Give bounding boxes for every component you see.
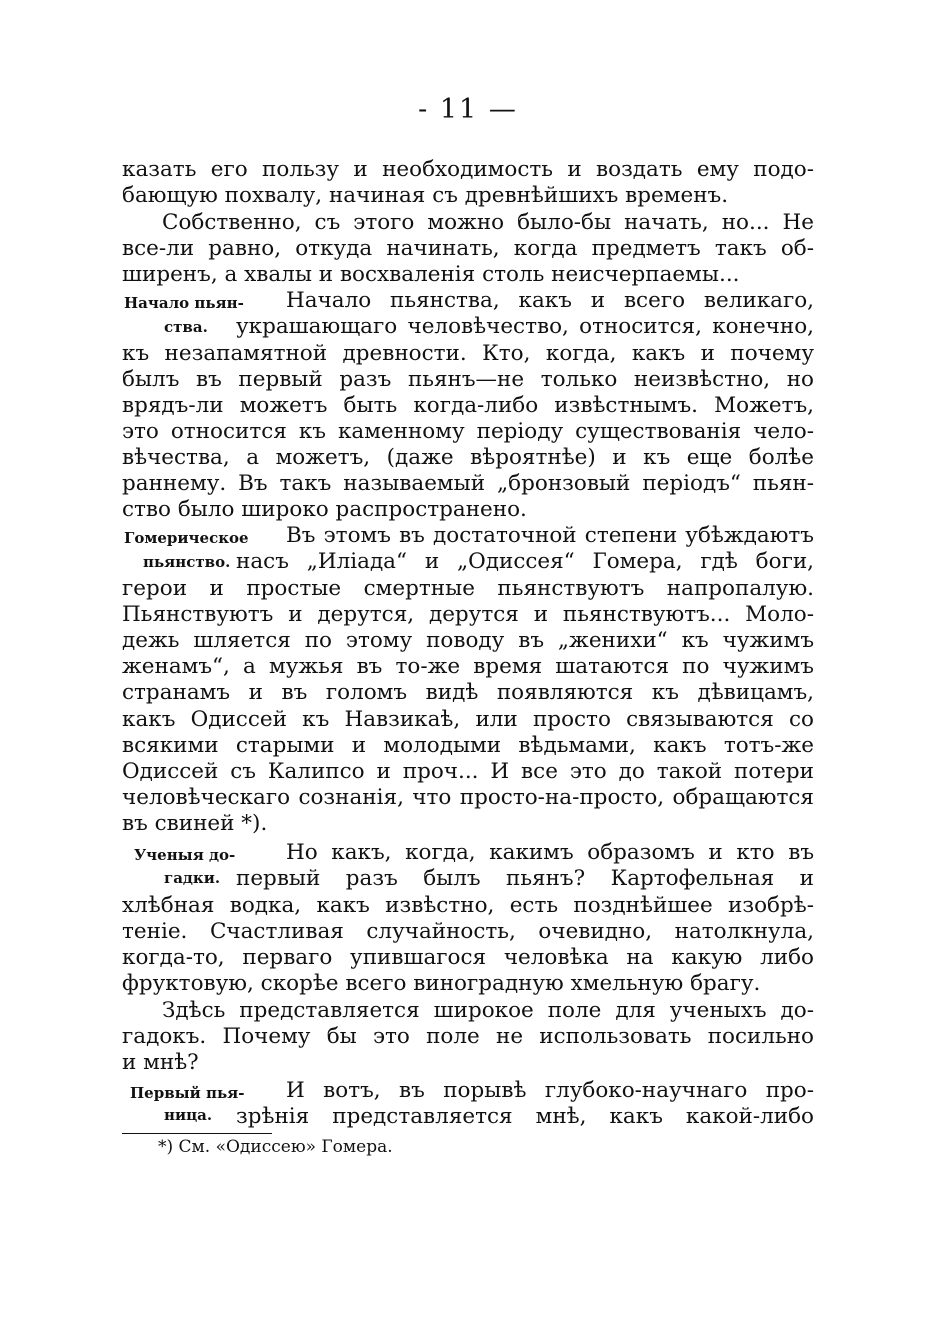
text-line: какъ Одиссей къ Навзикаѣ, или просто связываются со: [122, 707, 814, 732]
margin-note: пьянство.: [143, 553, 231, 571]
text-line: насъ „Иліада“ и „Одиссея“ Гомера, гдѣ боги,: [236, 549, 814, 574]
text-line: Собственно, съ этого можно было-бы начать, но... Не: [162, 210, 814, 235]
footnote-divider: [122, 1133, 272, 1134]
text-line: бающую похвалу, начиная съ древнѣйшихъ временъ.: [122, 183, 729, 208]
text-line: и мнѣ?: [122, 1050, 199, 1075]
text-line: Но какъ, когда, какимъ образомъ и кто въ: [286, 840, 814, 865]
footnote: *) См. «Одиссею» Гомера.: [158, 1137, 393, 1157]
text-line: И вотъ, въ порывѣ глубоко-научнаго про-: [286, 1078, 814, 1103]
margin-note: ница.: [164, 1106, 213, 1124]
text-line: Здѣсь представляется широкое поле для ученыхъ до-: [162, 998, 814, 1023]
text-line: хлѣбная водка, какъ извѣстно, есть позднѣйшее изобрѣ-: [122, 893, 814, 918]
margin-note: Начало пьян-: [124, 294, 244, 312]
page-number: - 11 —: [418, 94, 518, 125]
text-line: украшающаго человѣчество, относится, конечно,: [236, 314, 814, 339]
text-line: раннему. Въ такъ называемый „бронзовый періодъ“ пьян-: [122, 471, 814, 496]
text-line: это относится къ каменному періоду существованія чело-: [122, 419, 814, 444]
text-line: врядъ-ли можетъ быть когда-либо извѣстнымъ. Можетъ,: [122, 393, 814, 418]
margin-note: ства.: [164, 318, 208, 336]
text-line: когда-то, перваго упившагося человѣка на какую либо: [122, 945, 814, 970]
text-line: Пьянствуютъ и дерутся, дерутся и пьянствуютъ... Моло-: [122, 602, 814, 627]
text-line: вѣчества, а можетъ, (даже вѣроятнѣе) и къ еще болѣе: [122, 445, 814, 470]
margin-note: Первый пья-: [130, 1084, 245, 1102]
text-line: все-ли равно, откуда начинать, когда предметъ такъ об-: [122, 236, 814, 261]
margin-note: гадки.: [164, 869, 221, 887]
text-line: теніе. Счастливая случайность, очевидно, натолкнула,: [122, 919, 814, 944]
text-line: герои и простые смертные пьянствуютъ напропалую.: [122, 576, 814, 601]
text-line: фруктовую, скорѣе всего виноградную хмельную брагу.: [122, 971, 761, 996]
margin-note: Гомерическое: [124, 529, 249, 547]
text-line: Въ этомъ въ достаточной степени убѣждаютъ: [286, 523, 814, 548]
text-line: ство было широко распространено.: [122, 497, 527, 522]
text-line: былъ въ первый разъ пьянъ—не только неизвѣстно, но: [122, 367, 814, 392]
text-line: всякими старыми и молодыми вѣдьмами, какъ тотъ-же: [122, 733, 814, 758]
text-line: казать его пользу и необходимость и воздать ему подо-: [122, 157, 814, 182]
text-line: зрѣнія представляется мнѣ, какъ какой-либо: [236, 1104, 814, 1129]
text-line: дежь шляется по этому поводу въ „женихи“ къ чужимъ: [122, 628, 814, 653]
text-line: Одиссей съ Калипсо и проч... И все это до такой потери: [122, 759, 814, 784]
text-line: странамъ и въ голомъ видѣ появляются къ дѣвицамъ,: [122, 680, 814, 705]
text-line: гадокъ. Почему бы это поле не использовать посильно: [122, 1024, 814, 1049]
text-line: въ свиней *).: [122, 811, 268, 836]
text-line: Начало пьянства, какъ и всего великаго,: [286, 288, 814, 313]
text-line: человѣческаго сознанія, что просто-на-просто, обращаются: [122, 785, 814, 810]
text-line: женамъ“, а мужья въ то-же время шатаются по чужимъ: [122, 654, 814, 679]
margin-note: Ученыя до-: [134, 846, 236, 864]
text-line: ширенъ, а хвалы и восхваленія столь неисчерпаемы...: [122, 262, 740, 287]
text-line: первый разъ былъ пьянъ? Картофельная и: [236, 866, 814, 891]
text-line: къ незапамятной древности. Кто, когда, какъ и почему: [122, 341, 814, 366]
